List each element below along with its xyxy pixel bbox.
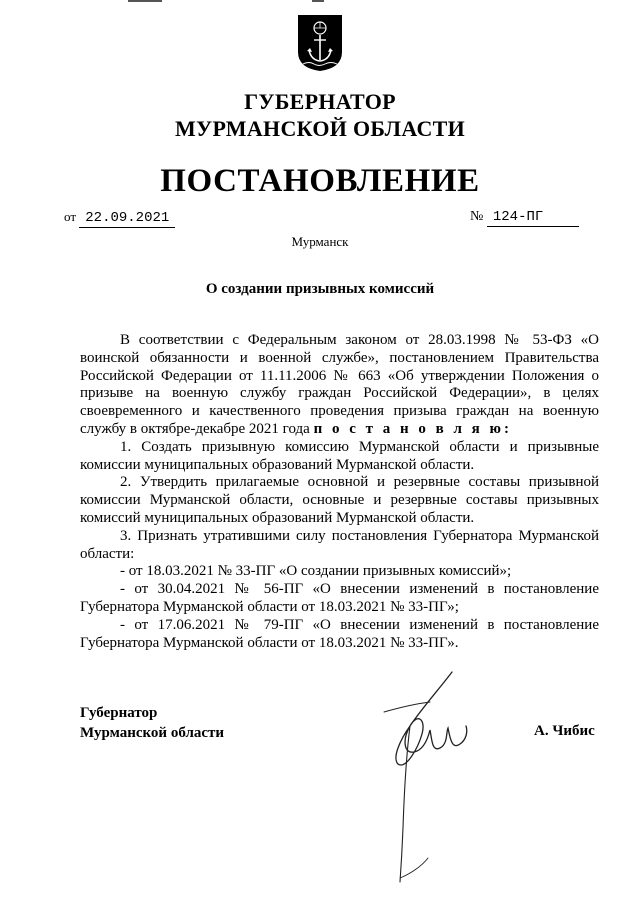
date-prefix: от bbox=[64, 209, 77, 224]
document-type-heading: ПОСТАНОВЛЕНИЕ bbox=[160, 163, 480, 199]
document-subject: О создании призывных комиссий bbox=[205, 281, 435, 297]
document-number-line bbox=[470, 209, 579, 227]
authority-line-1: ГУБЕРНАТОР bbox=[244, 89, 396, 114]
number-prefix: № bbox=[470, 209, 484, 224]
document-body bbox=[80, 332, 599, 652]
signatory-title-line-1: Губернатор bbox=[80, 705, 158, 721]
document-number: 124-ПГ bbox=[487, 209, 579, 227]
signatory-title bbox=[80, 703, 224, 743]
clause-3-subitem-3: - от 17.06.2021 № 79-ПГ «О внесении изменений в постановление Губернатора Мурманской области от 18.03.2021 № 33-ПГ». bbox=[80, 616, 599, 651]
top-margin-marks bbox=[120, 0, 360, 4]
signatory-title-line-2: Мурманской области bbox=[80, 725, 225, 741]
clause-2: 2. Утвердить прилагаемые основной и резервные составы призывной комиссии Мурманской области, основные и резервные составы призывных комиссий муниципальных образований Мурманской области. bbox=[80, 474, 599, 526]
clause-3-subitem-2: - от 30.04.2021 № 56-ПГ «О внесении изменений в постановление Губернатора Мурманской области от 18.03.2021 № 33-ПГ»; bbox=[80, 581, 599, 615]
issue-city: Мурманск bbox=[291, 234, 349, 249]
document-date-line bbox=[64, 209, 175, 228]
preamble-text: В соответствии с Федеральным законом от 28.03.1998 № 53-ФЗ «О воинской обязанности и военной службе», постановлением Правительства Российской Федерации от 11.11.2006 № 663 «Об утверждении Положения о призыве на военную службу граждан Российской Федерации», в целях своевременного и качественного проведения призыва граждан на военную службу в октябре-декабре 2021 года bbox=[80, 332, 599, 437]
coat-of-arms-icon bbox=[297, 14, 343, 72]
clause-1: 1. Создать призывную комиссию Мурманской области и призывные комиссии муниципальных образований Мурманской области. bbox=[80, 438, 599, 473]
decree-word: п о с т а н о в л я ю: bbox=[313, 420, 512, 437]
authority-line-2: МУРМАНСКОЙ ОБЛАСТИ bbox=[174, 116, 466, 141]
document-date: 22.09.2021 bbox=[79, 210, 175, 228]
issuing-authority bbox=[0, 88, 640, 142]
clause-3: 3. Признать утратившими силу постановления Губернатора Мурманской области: bbox=[80, 527, 599, 562]
preamble-paragraph bbox=[80, 332, 599, 439]
clause-3-subitem-1: - от 18.03.2021 № 33-ПГ «О создании призывных комиссий»; bbox=[120, 563, 512, 580]
handwritten-signature bbox=[370, 668, 480, 888]
signatory-name: А. Чибис bbox=[534, 723, 595, 739]
